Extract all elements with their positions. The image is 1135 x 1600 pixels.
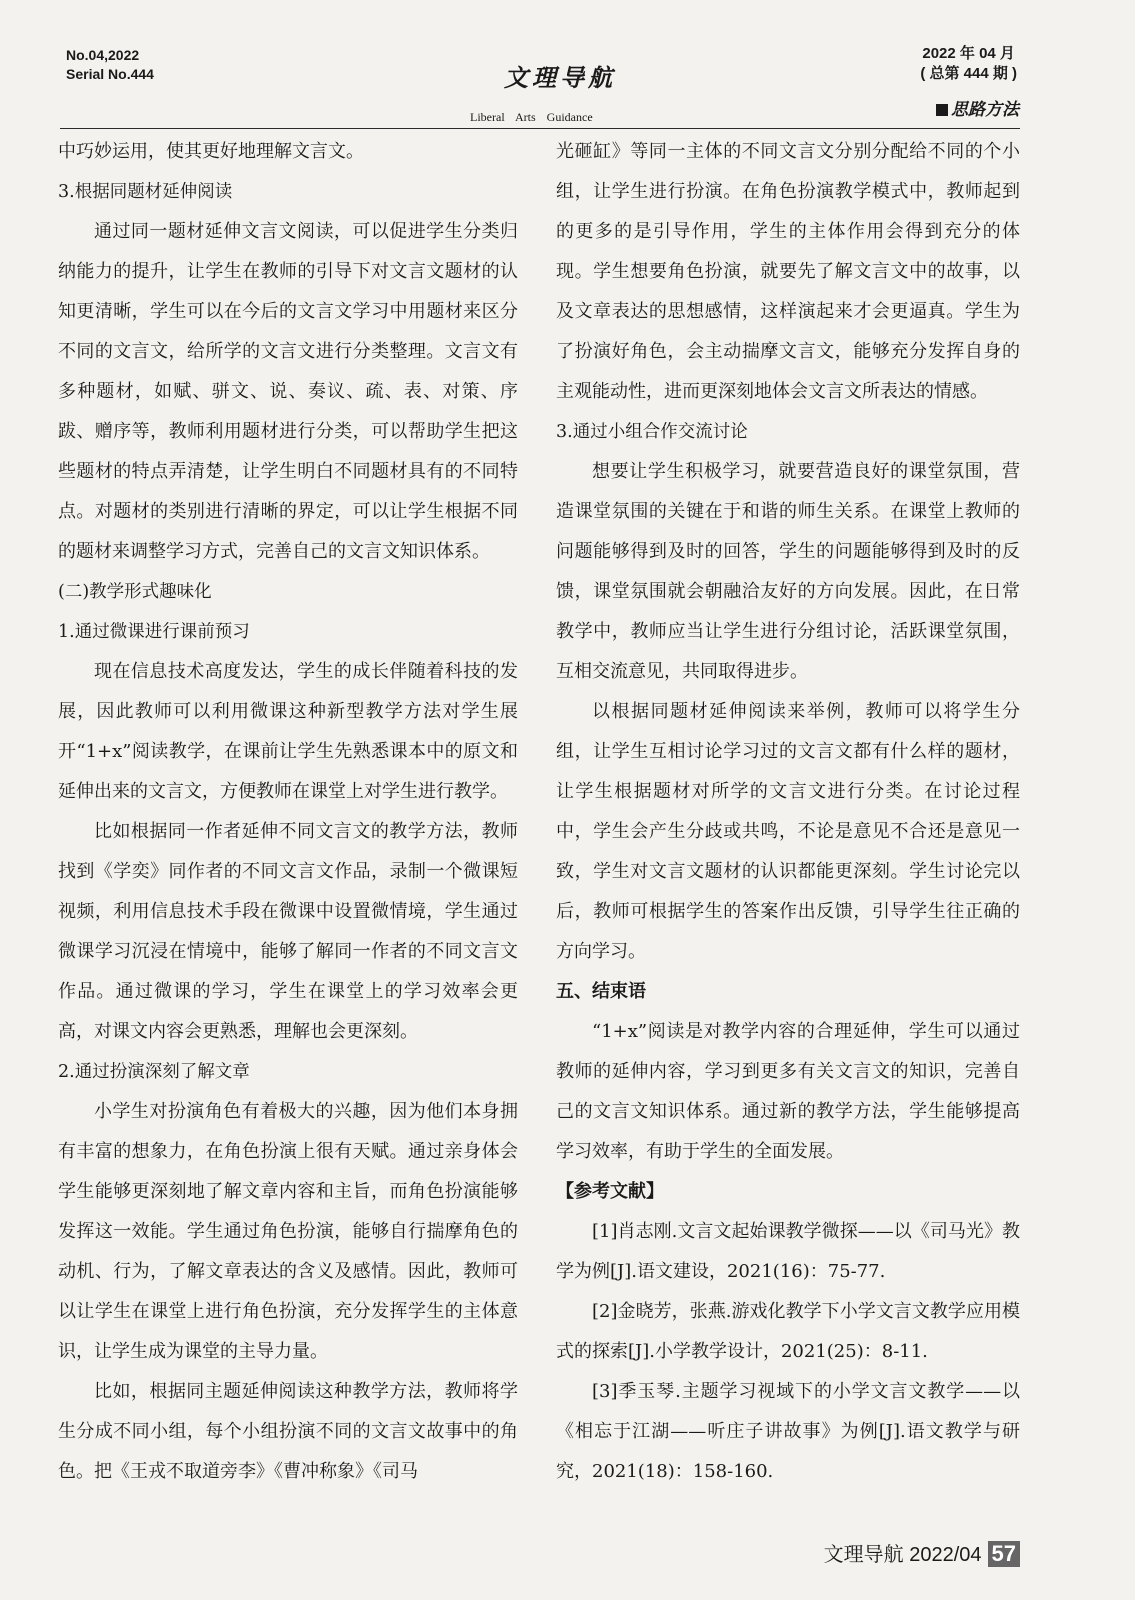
left-column bbox=[58, 132, 518, 1492]
issue-info bbox=[66, 46, 154, 84]
paragraph: “1+x”阅读是对教学内容的合理延伸，学生可以通过教师的延伸内容，学习到更多有关文言文的知识，完善自己的文言文知识体系。通过新的教学方法，学生能够提高学习效率，有助于学生的全面发展。 bbox=[556, 1021, 1020, 1162]
section-heading: (二)教学形式趣味化 bbox=[58, 582, 212, 602]
section-tag bbox=[936, 95, 1019, 120]
journal-subtitle bbox=[470, 110, 601, 125]
section-heading: 3.通过小组合作交流讨论 bbox=[556, 422, 748, 442]
section-heading: 1.通过微课进行课前预习 bbox=[58, 622, 250, 642]
paragraph: [3]季玉琴.主题学习视域下的小学文言文教学——以《相忘于江湖——听庄子讲故事》为例[J].语文教学与研究，2021(18)：158-160. bbox=[556, 1381, 1020, 1482]
subtitle-word: Liberal bbox=[470, 110, 505, 124]
paragraph: 比如根据同一作者延伸不同文言文的教学方法，教师找到《学奕》同作者的不同文言文作品，录制一个微课短视频，利用信息技术手段在微课中设置微情境，学生通过微课学习沉浸在情境中，能够了解同一作者的不同文言文作品。通过微课的学习，学生在课堂上的学习效率会更高，对课文内容会更熟悉，理解也会更深刻。 bbox=[58, 821, 518, 1042]
section-heading: 3.根据同题材延伸阅读 bbox=[58, 182, 233, 202]
paragraph: 想要让学生积极学习，就要营造良好的课堂氛围，营造课堂氛围的关键在于和谐的师生关系。在课堂上教师的问题能够得到及时的回答，学生的问题能够得到及时的反馈，课堂氛围就会朝融洽友好的方向发展。因此，在日常教学中，教师应当让学生进行分组讨论，活跃课堂氛围，互相交流意见，共同取得进步。 bbox=[556, 461, 1020, 682]
serial-number: Serial No.444 bbox=[66, 66, 154, 82]
journal-masthead bbox=[460, 58, 660, 93]
journal-title: 文理导航 bbox=[504, 63, 616, 92]
right-column bbox=[556, 132, 1020, 1492]
header-divider bbox=[60, 128, 1020, 129]
paragraph: 通过同一题材延伸文言文阅读，可以促进学生分类归纳能力的提升，让学生在教师的引导下对文言文题材的认知更清晰，学生可以在今后的文言文学习中用题材来区分不同的文言文，给所学的文言文进行分类整理。文言文有多种题材，如赋、骈文、说、奏议、疏、表、对策、序跋、赠序等，教师利用题材进行分类，可以帮助学生把这些题材的特点弄清楚，让学生明白不同题材具有的不同特点。对题材的类别进行清晰的界定，可以让学生根据不同的题材来调整学习方式，完善自己的文言文知识体系。 bbox=[58, 221, 518, 562]
square-bullet-icon bbox=[936, 104, 948, 116]
subtitle-word: Guidance bbox=[546, 110, 593, 124]
section-label: 思路方法 bbox=[951, 100, 1019, 120]
paragraph: 比如，根据同主题延伸阅读这种教学方法，教师将学生分成不同小组，每个小组扮演不同的文言文故事中的角色。把《王戎不取道旁李》《曹冲称象》《司马 bbox=[58, 1381, 518, 1482]
issue-date bbox=[920, 44, 1017, 84]
total-issue: ( 总第 444 期 ) bbox=[920, 65, 1017, 82]
paragraph: [2]金晓芳，张燕.游戏化教学下小学文言文教学应用模式的探索[J].小学教学设计，2021(25)：8-11. bbox=[556, 1301, 1020, 1362]
page-footer bbox=[824, 1538, 1020, 1567]
subtitle-word: Arts bbox=[515, 110, 536, 124]
paragraph: [1]肖志刚.文言文起始课教学微探——以《司马光》教学为例[J].语文建设，2021(16)：75-77. bbox=[556, 1221, 1020, 1282]
publication-date: 2022 年 04 月 bbox=[922, 45, 1015, 62]
paragraph: 中巧妙运用，使其更好地理解文言文。 bbox=[58, 141, 364, 162]
paragraph: 光砸缸》等同一主体的不同文言文分别分配给不同的个小组，让学生进行扮演。在角色扮演教学模式中，教师起到的更多的是引导作用，学生的主体作用会得到充分的体现。学生想要角色扮演，就要先了解文言文中的故事，以及文章表达的思想感情，这样演起来才会更逼真。学生为了扮演好角色，会主动揣摩文言文，能够充分发挥自身的主观能动性，进而更深刻地体会文言文所表达的情感。 bbox=[556, 141, 1020, 402]
footer-journal: 文理导航 2022/04 bbox=[823, 1544, 982, 1566]
section-heading: 2.通过扮演深刻了解文章 bbox=[58, 1062, 250, 1082]
issue-number: No.04,2022 bbox=[66, 47, 140, 63]
paragraph: 现在信息技术高度发达，学生的成长伴随着科技的发展，因此教师可以利用微课这种新型教学方法对学生展开“1+x”阅读教学，在课前让学生先熟悉课本中的原文和延伸出来的文言文，方便教师在课堂上对学生进行教学。 bbox=[58, 661, 518, 802]
page-number: 57 bbox=[988, 1541, 1020, 1567]
paragraph: 以根据同题材延伸阅读来举例，教师可以将学生分组，让学生互相讨论学习过的文言文都有什么样的题材，让学生根据题材对所学的文言文进行分类。在讨论过程中，学生会产生分歧或共鸣，不论是意见不合还是意见一致，学生对文言文题材的认识都能更深刻。学生讨论完以后，教师可根据学生的答案作出反馈，引导学生往正确的方向学习。 bbox=[556, 701, 1020, 962]
section-heading: 五、结束语 bbox=[556, 981, 646, 1002]
paragraph: 小学生对扮演角色有着极大的兴趣，因为他们本身拥有丰富的想象力，在角色扮演上很有天赋。通过亲身体会学生能够更深刻地了解文章内容和主旨，而角色扮演能够发挥这一效能。学生通过角色扮演，能够自行揣摩角色的动机、行为，了解文章表达的含义及感情。因此，教师可以让学生在课堂上进行角色扮演，充分发挥学生的主体意识，让学生成为课堂的主导力量。 bbox=[58, 1101, 518, 1362]
section-heading: 【参考文献】 bbox=[556, 1181, 664, 1202]
